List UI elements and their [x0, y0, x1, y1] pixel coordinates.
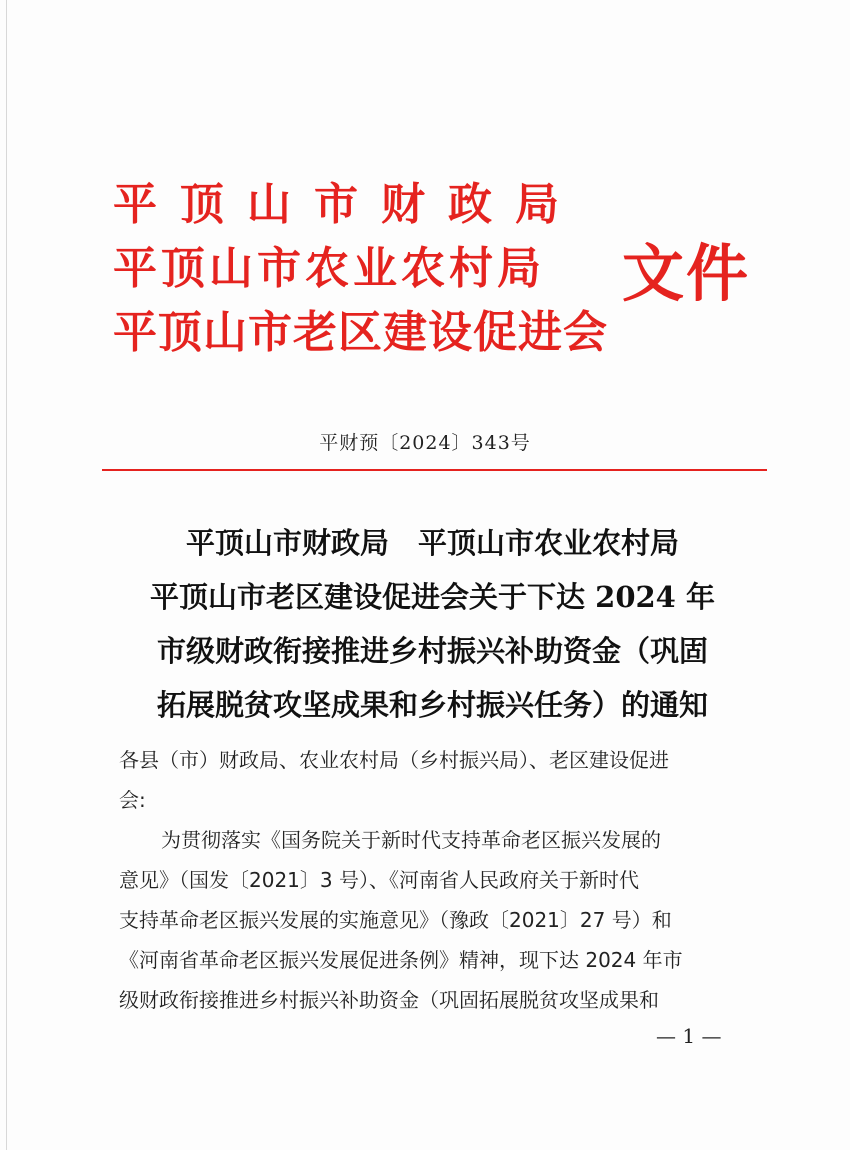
title-line: 平顶山市财政局 平顶山市农业农村局 — [185, 526, 679, 560]
title-line: 拓展脱贫攻坚成果和乡村振兴任务）的通知 — [156, 688, 708, 722]
page-number: — 1 — — [656, 1024, 722, 1048]
body-text-line: 支持革命老区振兴发展的实施意见》（豫政〔2021〕27 号）和 — [119, 908, 672, 932]
title-line: 平顶山市老区建设促进会关于下达 2024 年 — [150, 580, 715, 614]
issuer-old-area-association: 平顶山市老区建设促进会 — [113, 307, 608, 358]
document-body — [119, 740, 759, 1020]
page-edge-line — [6, 0, 7, 1150]
body-text-line: 《河南省革命老区振兴发展促进条例》精神，现下达 2024 年市 — [119, 948, 683, 972]
body-text-line: 为贯彻落实《国务院关于新时代支持革命老区振兴发展的 — [161, 828, 661, 852]
addressee-line: 各县（市）财政局、农业农村局（乡村振兴局）、老区建设促进 — [119, 748, 669, 772]
body-text-line: 级财政衔接推进乡村振兴补助资金（巩固拓展脱贫攻坚成果和 — [119, 988, 659, 1012]
issuer-finance-bureau: 平顶山市财政局 — [113, 179, 582, 230]
title-line: 市级财政衔接推进乡村振兴补助资金（巩固 — [156, 634, 708, 668]
addressee-line: 会: — [119, 788, 146, 812]
issuer-agriculture-bureau: 平顶山市农业农村局 — [113, 243, 545, 294]
document-word: 文件 — [622, 237, 751, 310]
document-number: 平财预〔2024〕343号 — [319, 432, 531, 454]
red-divider — [102, 469, 767, 471]
document-title — [100, 516, 765, 732]
body-text-line: 意见》（国发〔2021〕3 号）、《河南省人民政府关于新时代 — [119, 868, 639, 892]
